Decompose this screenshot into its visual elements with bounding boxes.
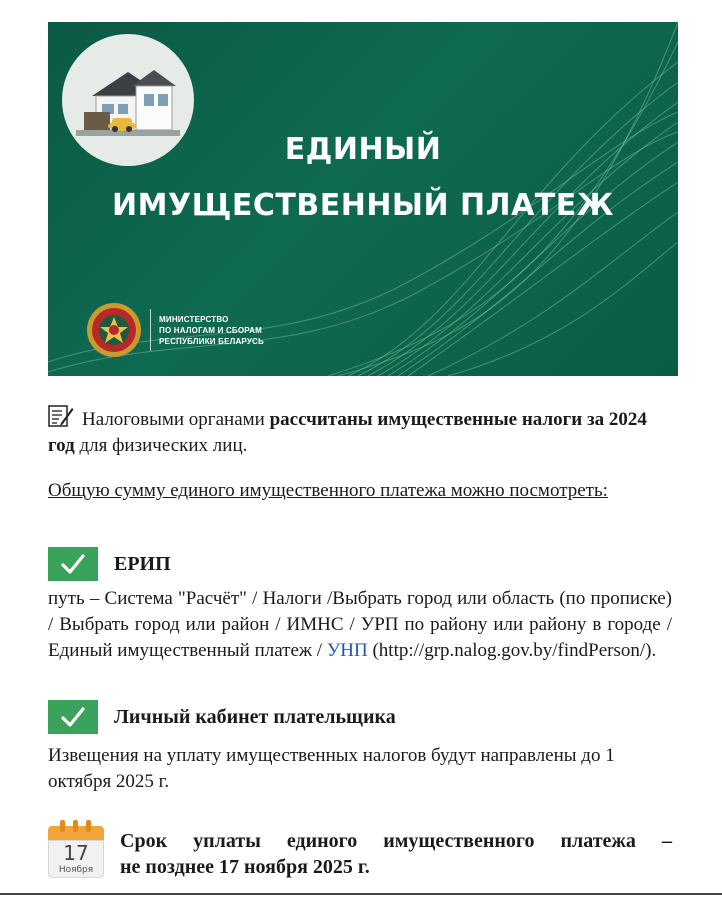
ministry-line1: МИНИСТЕРСТВО [159, 314, 229, 324]
unp-link[interactable]: УНП [326, 640, 368, 661]
erip-after-link: (http://grp.nalog.gov.by/findPerson/). [367, 640, 657, 661]
banner [48, 22, 678, 376]
ministry-line2: ПО НАЛОГАМ И СБОРАМ [159, 325, 262, 335]
ministry-divider [150, 309, 151, 351]
view-total-text: Общую сумму единого имущественного платежа можно посмотреть: [48, 480, 608, 501]
bottom-divider [0, 893, 722, 895]
deadline-line1: Срок уплаты единого имущественного платежа – [120, 830, 672, 852]
calendar-icon [48, 820, 104, 878]
ministry-line3: РЕСПУБЛИКИ БЕЛАРУСЬ [159, 336, 264, 346]
check-icon [48, 700, 98, 734]
cabinet-title: Личный кабинет плательщика [114, 705, 396, 728]
banner-title-line1: ЕДИНЫЙ [284, 132, 442, 167]
intro-text-2: для физических лиц. [74, 435, 248, 456]
erip-path-text: путь – Система "Расчёт" / Налоги /Выбрать город или область (по прописке) / Выбрать город или район / ИМНС / УРП по району или району в городе / Единый имущественный платеж / [48, 588, 672, 661]
intro-bold: рассчитаны имущественные налоги за 2024 год [48, 409, 647, 456]
calendar-month: Ноября [58, 865, 94, 875]
erip-title: ЕРИП [114, 552, 171, 575]
banner-title [48, 122, 678, 234]
cabinet-heading [48, 700, 396, 734]
erip-heading [48, 547, 171, 581]
intro-text-1: Налоговыми органами [82, 409, 270, 430]
ministry-name [159, 314, 264, 347]
deadline-text [120, 828, 672, 880]
check-icon [48, 547, 98, 581]
ministry-logo [84, 300, 264, 360]
cabinet-text: Извещения на уплату имущественных налогов будут направлены до 1 октября 2025 г. [48, 745, 615, 792]
erip-path-paragraph [48, 586, 672, 664]
ministry-emblem [84, 300, 144, 360]
note-edit-icon [48, 404, 74, 428]
banner-title-line2: ИМУЩЕСТВЕННЫЙ ПЛАТЕЖ [112, 188, 614, 223]
deadline-block [48, 820, 678, 880]
calendar-day: 17 [63, 841, 89, 865]
deadline-line2: не позднее 17 ноября 2025 г. [120, 856, 370, 878]
intro-paragraph [48, 404, 672, 459]
